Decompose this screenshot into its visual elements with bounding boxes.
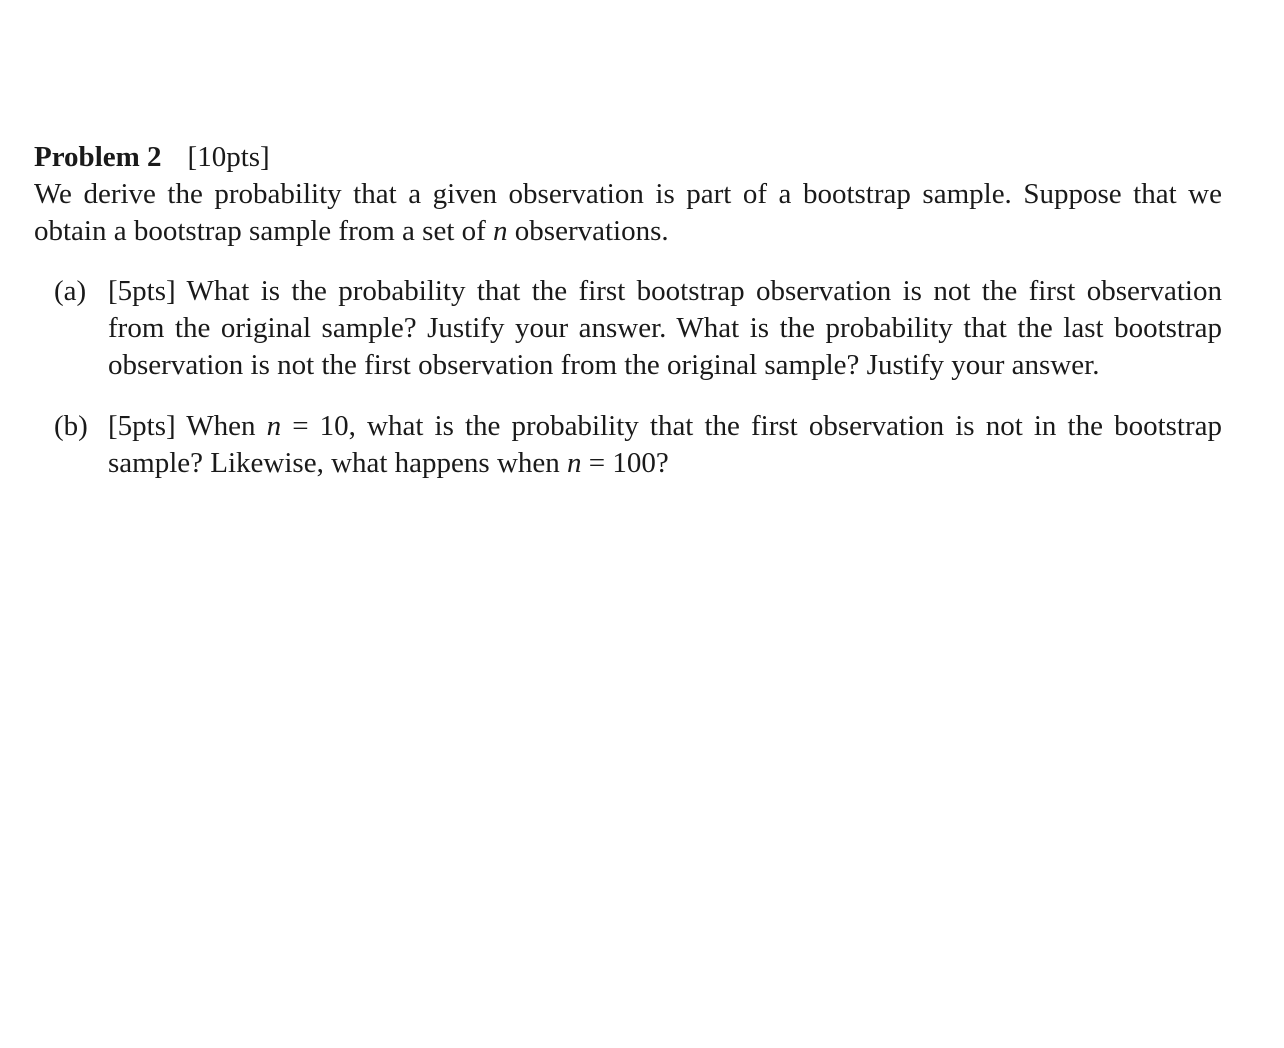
part-a (34, 273, 1222, 384)
part-a-label: (a) (54, 275, 87, 307)
part-a-text: [5pts] What is the probability that the first bootstrap observation is not the first observation from the original sample? Justify your answer. What is the probability that the last bootstrap observation is not the first observation from the original sample? Justify your answer. (108, 275, 1222, 381)
part-b-variable-n-2: n (567, 447, 582, 479)
part-b-text-3: = 100? (581, 447, 669, 479)
problem-heading (34, 138, 1222, 176)
part-b-text-2: = 10, what is the probability that the first observation is not in the bootstrap sample? Likewise, what happens when (108, 410, 1222, 479)
intro-text-after: observations. (507, 215, 669, 247)
part-b-text-1: [5pts] When (108, 410, 267, 442)
part-b-label: (b) (54, 410, 88, 442)
intro-text-before: We derive the probability that a given observation is part of a bootstrap sample. Suppose that we obtain a bootstrap sample from a set of (34, 178, 1222, 247)
problem-points: [10pts] (187, 141, 270, 173)
problem-title: Problem 2 (34, 141, 162, 173)
intro-variable-n: n (493, 215, 508, 247)
problem-parts-list (34, 273, 1222, 482)
problem-intro (34, 176, 1222, 250)
problem-document (34, 138, 1222, 506)
part-b-variable-n-1: n (266, 410, 282, 442)
part-b (34, 408, 1222, 482)
